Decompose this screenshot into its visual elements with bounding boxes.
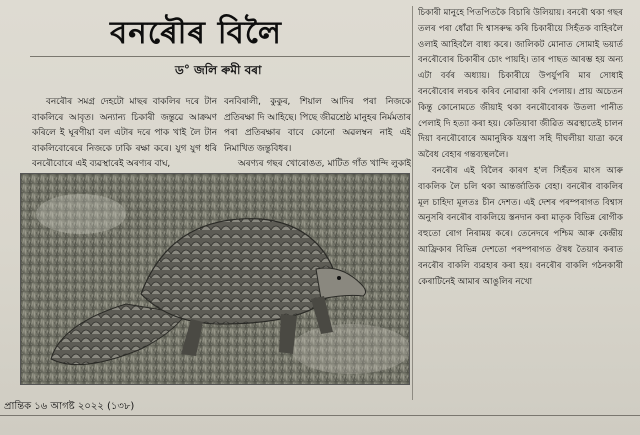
body-column-right — [418, 6, 623, 396]
paragraph: বনৰৌৰ সমগ্ৰ দেহটো মাছৰ বাকলিৰ দৰে টান বাকলিৰে আবৃত। অন্যান্য চিকাৰী জন্তুৱে আক্ৰমণ কৰিলে ই ঘূৰণীয়া বল এটাৰ দৰে পাক খাই লৈ টান বাকলিবোৰেৰে নিজকে ঢাকি ৰক্ষা কৰে। যুগ যুগ ধৰি বনৰৌবোৰে এই ব্যৱস্থাৰেই অৰণ্যৰ বাঘ, — [32, 97, 217, 169]
footer-rule — [0, 415, 640, 416]
title-rule — [30, 56, 410, 57]
paragraph: বনৰৌৰ এই বিলৈৰ কাৰণ হ'ল সিহঁতৰ মাংস আৰু বাকলিক লৈ চলি থকা আন্তৰ্জাতিক বেহা। বনৰৌৰ বাকলিৰ মূল চাহিদা মূলতঃ চীন দেশত। এই দেশৰ পৰম্পৰাগত বিশ্বাস অনুসৰি বনৰৌৰ বাকলিয়ে স্তনদান কৰা মাতৃক বিভিন্ন ৰোগীক বহুতো ৰোগ নিৰাময় কৰে। তেনেদৰে পশ্চিম আৰু কেন্দ্ৰীয় আফ্ৰিকাৰ বিভিন্ন দেশতো পৰম্পৰাগত ঔষধ তৈয়াৰ কৰাত বনৰৌৰ বাকলি ব্যৱহাৰ কৰা হয়। বনৰৌৰ বাকলি গঠনকাৰী কেৰাটিনেই আমাৰ আঙুলিৰ নখো — [418, 165, 623, 287]
column-divider — [412, 6, 413, 400]
article-author: ড° জলি ৰুমী বৰা — [175, 63, 262, 77]
paragraph: চিকাৰী মানুহে পিতপিতকৈ বিচাৰি উলিয়ায়। বনৰৌ থকা গছৰ তলৰ পৰা ধোঁৱা দি শ্বাসৰুদ্ধ কৰি চিকাৰীয়ে সিহঁতক বাহিৰলৈ ওলাই আহিবলৈ বাধ্য কৰে। জালিকট মোনাত সোমাই ভয়াৰ্ত বনৰৌবোৰ চিকাৰীৰ চোং পায়হি। তাৰ পাছত আৰম্ভ হয় অন্য এটা বৰ্বৰ অধ্যায়। চিকাৰীয়ে উপৰ্যুপৰি মাৰ সোধাই বনৰৌবোৰ লৰচৰ কৰিব নোৱাৰা কৰি পেলায়। প্ৰায় অচেতন কিন্তু কোনোমতে জীয়াই থকা বনৰৌবোৰক উতলা পানীত পেলাই দি হত্যা কৰা হয়। কেতিয়াবা জীৱিত অৱস্থাতেই চালন দিয়া বনৰৌবোৰে অমানুষিক যন্ত্ৰণা সহি দীঘলীয়া যাত্ৰা কৰে অবৈধ বেহাৰ গন্তব্যস্থললৈ। — [418, 8, 623, 161]
page-footer: প্ৰান্তিক ১৬ আগষ্ট ২০২২ (১৩৮) — [4, 401, 135, 412]
paragraph: অৰণ্যৰ গছৰ খোৰোঙত, মাটিত গাঁত খান্দি লুকাই — [238, 159, 411, 169]
paragraph: বনবিৰালী, কুকুৰ, শিয়াল আদিৰ পৰা নিজকে প্ৰতিৰক্ষা দি আহিছে। পিছে জীৱশ্ৰেষ্ঠ মানুহৰ নিৰ্মমতাৰ পৰা প্ৰতিৰক্ষাৰ বাবে কোনো অৱলম্বন নাই এই নিমাখিত জন্তুবিধৰ। — [224, 97, 411, 154]
pangolin-photo-icon — [21, 174, 409, 384]
pangolin-photo — [20, 173, 410, 385]
article-title: বনৰৌৰ বিলৈ — [110, 15, 283, 51]
